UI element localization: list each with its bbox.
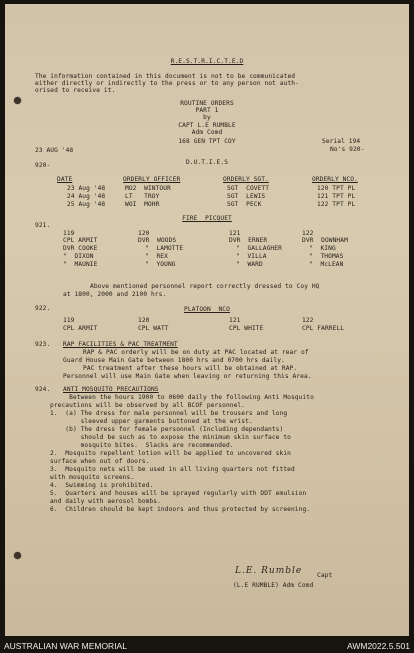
platoon-nco: CPL FARRELL — [302, 325, 345, 332]
platoon-nco: CPL WHITE — [229, 325, 264, 332]
serial-number: Serial 194 — [322, 138, 361, 145]
picquet-member: DVR COOKE — [63, 245, 98, 252]
duty-sgt: SGT PECK — [227, 201, 262, 208]
mosquito-line: with mosquito screens. — [50, 474, 135, 481]
picquet-member: " LAMOTTE — [145, 245, 184, 252]
picquet-member: " YOUNG — [145, 261, 176, 268]
picquet-member: " MAUNIE — [63, 261, 98, 268]
duty-date: 24 Aug '48 — [67, 193, 106, 200]
picquet-member: " VILLA — [236, 253, 267, 260]
picquet-note: Above mentioned personnel report correctly dressed to Coy HQ — [90, 283, 320, 290]
platoon-nco-heading: PLATOON NCO — [184, 306, 230, 313]
duty-officer: WOI MOHR — [125, 201, 160, 208]
picquet-member: " REX — [145, 253, 168, 260]
column-header-date: DATE — [57, 176, 73, 183]
rap-line: Guard House Main Gate between 1800 hrs and 0700 hrs daily. — [63, 357, 285, 364]
section-number: 920- — [35, 162, 51, 169]
duty-date: 23 Aug '48 — [67, 185, 106, 192]
signature-name: (L.E RUMBLE) Adm Comd — [233, 582, 314, 589]
mosquito-line: 6. Children should be kept indoors and thus protected by screening. — [50, 506, 311, 513]
classification-heading: R.E.S.T.R.I.C.T.E.D — [170, 58, 244, 65]
platoon-number: 121 — [229, 317, 241, 324]
picquet-member: CPL ARMIT — [63, 237, 98, 244]
mosquito-line: 5. Quarters and houses will be sprayed regularly with DDT emulsion — [50, 490, 307, 497]
archive-footer — [0, 636, 414, 653]
order-date: 23 AUG '48 — [35, 147, 74, 154]
title-line: CAPT L.E RUMBLE — [178, 122, 236, 129]
mosquito-line: should be such as to expose the minimum skin surface to — [50, 434, 291, 441]
duty-sgt: SGT LEWIS — [227, 193, 266, 200]
duty-sgt: SGT COVETT — [227, 185, 270, 192]
duty-nco: 120 TPT PL — [317, 185, 356, 192]
picquet-member: DVR ERNER — [229, 237, 268, 244]
platoon-number: 119 — [63, 230, 75, 237]
platoon-number: 122 — [302, 317, 314, 324]
picquet-member: " McLEAN — [309, 261, 344, 268]
title-line: ROUTINE ORDERS — [180, 100, 234, 107]
rap-line: PAC treatment after these hours will be obtained at RAP. — [83, 365, 298, 372]
platoon-nco: CPL WATT — [138, 325, 169, 332]
rap-line: RAP & PAC orderly will be on duty at PAC located at rear of — [83, 349, 309, 356]
title-line: PART 1 — [195, 107, 219, 114]
platoon-number: 119 — [63, 317, 75, 324]
duty-date: 25 Aug '48 — [67, 201, 106, 208]
mosquito-line: surface when out of doors. — [50, 458, 150, 465]
archive-name: AUSTRALIAN WAR MEMORIAL — [4, 641, 127, 651]
platoon-nco: CPL ARMIT — [63, 325, 98, 332]
accession-number: AWM2022.5.501 — [347, 641, 410, 651]
duty-officer: MO2 WINTOUR — [125, 185, 171, 192]
punch-hole — [14, 552, 21, 559]
mosquito-line: precautions will be observed by all BCOF personnel. — [50, 402, 246, 409]
mosquito-line: (b) The dress for female personnel (Including dependants) — [50, 426, 284, 433]
title-line: Adm Comd — [191, 129, 223, 136]
picquet-member: " KING — [309, 245, 336, 252]
picquet-member: " DIXON — [63, 253, 94, 260]
platoon-number: 121 — [229, 230, 241, 237]
mosquito-line: 1. (a) The dress for male personnel will be trousers and long — [50, 410, 288, 417]
mosquito-line: sleeved upper garments buttoned at the wrist. — [50, 418, 253, 425]
mosquito-line: and daily with aerosol bombs. — [50, 498, 161, 505]
section-number: 921. — [35, 222, 51, 229]
picquet-member: DVR DOWNHAM — [302, 237, 348, 244]
picquet-member: DVR WOODS — [138, 237, 177, 244]
document-page — [5, 4, 409, 636]
picquet-note: at 1800, 2000 and 2100 hrs. — [63, 291, 167, 298]
fire-picquet-heading: FIRE PICQUET — [182, 215, 232, 222]
duty-officer: LT TROY — [125, 193, 160, 200]
mosquito-line: 3. Mosquito nets will be used in all living quarters not fitted — [50, 466, 295, 473]
platoon-number: 120 — [138, 317, 150, 324]
column-header-officer: ORDERLY OFFICER — [123, 176, 181, 183]
section-number: 924. — [35, 386, 51, 393]
mosquito-line: 4. Swimming is prohibited. — [50, 482, 154, 489]
platoon-number: 120 — [138, 230, 150, 237]
section-number: 923. — [35, 341, 51, 348]
duty-nco: 121 TPT PL — [317, 193, 356, 200]
rap-line: Personnel will use Main Gate when leaving or returning this Area. — [63, 373, 312, 380]
rap-heading: RAP FACILITIES & PAC TREATMENT — [63, 341, 178, 348]
title-line: 168 GEN TPT COY — [178, 138, 236, 145]
mosquito-line: 2. Mosquito repellent lotion will be applied to uncovered skin — [50, 450, 291, 457]
column-header-nco: ORDERLY NCO. — [312, 176, 358, 183]
duties-heading: D.U.T.I.E.S — [185, 159, 229, 166]
platoon-number: 122 — [302, 230, 314, 237]
section-number: 922. — [35, 305, 51, 312]
picquet-member: " GALLAGHER — [236, 245, 282, 252]
picquet-member: " THOMAS — [309, 253, 344, 260]
punch-hole — [14, 97, 21, 104]
notice-line: either directly or indirectly to the press or to any person not auth- — [35, 80, 299, 87]
picquet-member: " WARD — [236, 261, 263, 268]
mosquito-line: mosquito bites. Slacks are recommended. — [50, 442, 234, 449]
order-numbers: No's 920- — [330, 146, 365, 153]
duty-nco: 122 TPT PL — [317, 201, 356, 208]
signature-scribble: L.E. Rumble — [235, 566, 303, 576]
column-header-sgt: ORDERLY SGT. — [223, 176, 269, 183]
signature-rank: Capt — [317, 572, 333, 579]
title-line: by — [203, 114, 211, 121]
notice-line: orised to receive it. — [35, 87, 116, 94]
mosquito-line: Between the hours 1900 to 0600 daily the following Anti Mosquito — [50, 394, 314, 401]
notice-line: The information contained in this document is not to be communicated — [35, 73, 296, 80]
mosquito-heading: ANTI MOSQUITO PRECAUTIONS — [63, 386, 159, 393]
